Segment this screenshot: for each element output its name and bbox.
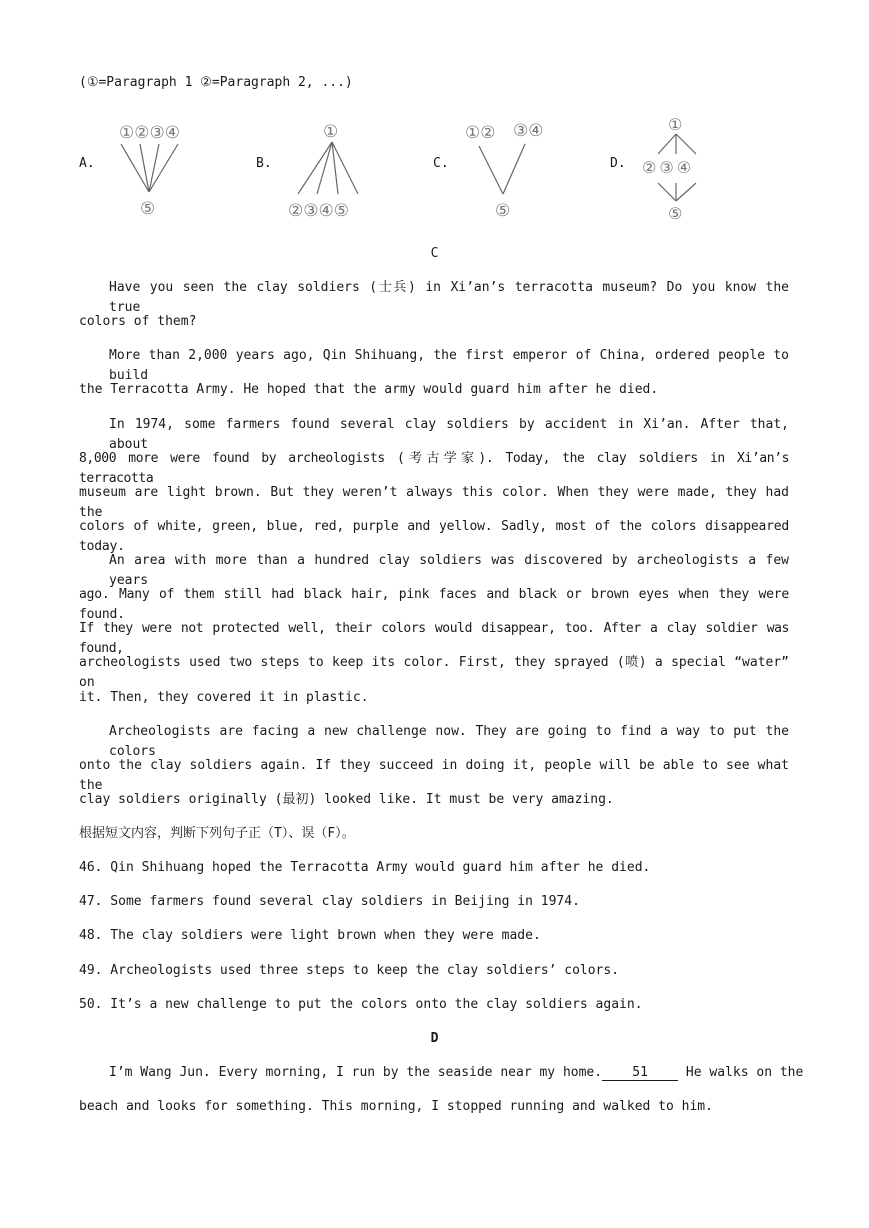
- option-c: [433, 118, 613, 228]
- diagram-c-top-right: ③④: [513, 121, 544, 141]
- paragraph-2-line-2: the Terracotta Army. He hoped that the army would guard him after he died.: [79, 382, 659, 397]
- option-c-letter: C.: [433, 156, 449, 171]
- diagram-a-bottom: ⑤: [140, 199, 156, 219]
- paragraph-1-line-1: Have you seen the clay soldiers (士兵) in Xi’an’s terracotta museum? Do you know the true: [109, 280, 789, 315]
- section-d-line-1-start: I’m Wang Jun. Every morning, I run by the seaside near my home.: [109, 1065, 603, 1080]
- diagram-d-bottom: ⑤: [668, 204, 683, 223]
- paragraph-3-line-4: colors of white, green, blue, red, purple and yellow. Sadly, most of the colors disappeared today.: [79, 519, 789, 554]
- paragraph-5-line-3: clay soldiers originally (最初) looked like. It must be very amazing.: [79, 792, 614, 807]
- paragraph-5-line-2: onto the clay soldiers again. If they succeed in doing it, people will be able to see what the: [79, 758, 789, 793]
- question-46: 46. Qin Shihuang hoped the Terracotta Army would guard him after he died.: [79, 860, 651, 875]
- option-b: [256, 118, 436, 228]
- paragraph-4-line-2: ago. Many of them still had black hair, pink faces and black or brown eyes when they were found.: [79, 587, 789, 622]
- paragraph-3-line-2: 8,000 more were found by archeologists (考古学家). Today, the clay soldiers in Xi’an’s terracotta: [79, 451, 789, 486]
- paragraph-2-line-1: More than 2,000 years ago, Qin Shihuang, the first emperor of China, ordered people to build: [109, 348, 789, 383]
- paragraph-5-line-1: Archeologists are facing a new challenge now. They are going to find a way to put the colors: [109, 724, 789, 759]
- option-a: [79, 118, 259, 228]
- paragraph-4-line-3: If they were not protected well, their colors would disappear, too. After a clay soldier was found,: [79, 621, 789, 656]
- option-d-letter: D.: [610, 156, 626, 171]
- question-47: 47. Some farmers found several clay soldiers in Beijing in 1974.: [79, 894, 580, 909]
- option-d: [610, 113, 790, 223]
- question-48: 48. The clay soldiers were light brown when they were made.: [79, 928, 541, 943]
- diagram-d-middle: ②③④: [642, 158, 695, 177]
- section-d-heading: D: [430, 1031, 439, 1046]
- instruction: 根据短文内容，判断下列句子正（T）、误（F）。: [79, 826, 355, 841]
- paragraph-3-line-3: museum are light brown. But they weren’t always this color. When they were made, they had the: [79, 485, 789, 520]
- diagram-c-top-left: ①②: [465, 123, 496, 143]
- diagram-b-top: ①: [323, 122, 339, 142]
- paragraph-4-line-5: it. Then, they covered it in plastic.: [79, 690, 369, 705]
- tree-diagram-a: [109, 118, 219, 223]
- section-c-heading: C: [430, 246, 439, 261]
- tree-diagram-d: [640, 113, 750, 225]
- blank-51[interactable]: 51: [602, 1065, 678, 1081]
- option-a-letter: A.: [79, 156, 95, 171]
- option-b-letter: B.: [256, 156, 272, 171]
- section-d-line-1: [109, 1063, 804, 1083]
- question-49: 49. Archeologists used three steps to keep the clay soldiers’ colors.: [79, 963, 620, 978]
- section-d-line-1-end: He walks on the: [685, 1065, 804, 1080]
- diagram-a-top: ①②③④: [119, 123, 180, 143]
- question-50: 50. It’s a new challenge to put the colors onto the clay soldiers again.: [79, 997, 643, 1012]
- paragraph-4-line-4: archeologists used two steps to keep its color. First, they sprayed (喷) a special “water” on: [79, 655, 789, 690]
- section-d-line-2: beach and looks for something. This morning, I stopped running and walked to him.: [79, 1099, 713, 1114]
- paragraph-4-line-1: An area with more than a hundred clay soldiers was discovered by archeologists a few years: [109, 553, 789, 588]
- diagram-d-top: ①: [668, 115, 683, 134]
- tree-diagram-c: [463, 118, 573, 223]
- diagram-b-bottom: ②③④⑤: [288, 201, 349, 221]
- paragraph-3-line-1: In 1974, some farmers found several clay soldiers by accident in Xi’an. After that, about: [109, 417, 789, 452]
- diagram-c-bottom: ⑤: [495, 201, 511, 221]
- paragraph-1-line-2: colors of them?: [79, 314, 197, 329]
- tree-diagram-b: [286, 118, 396, 223]
- legend: (①=Paragraph 1 ②=Paragraph 2, ...): [79, 75, 353, 90]
